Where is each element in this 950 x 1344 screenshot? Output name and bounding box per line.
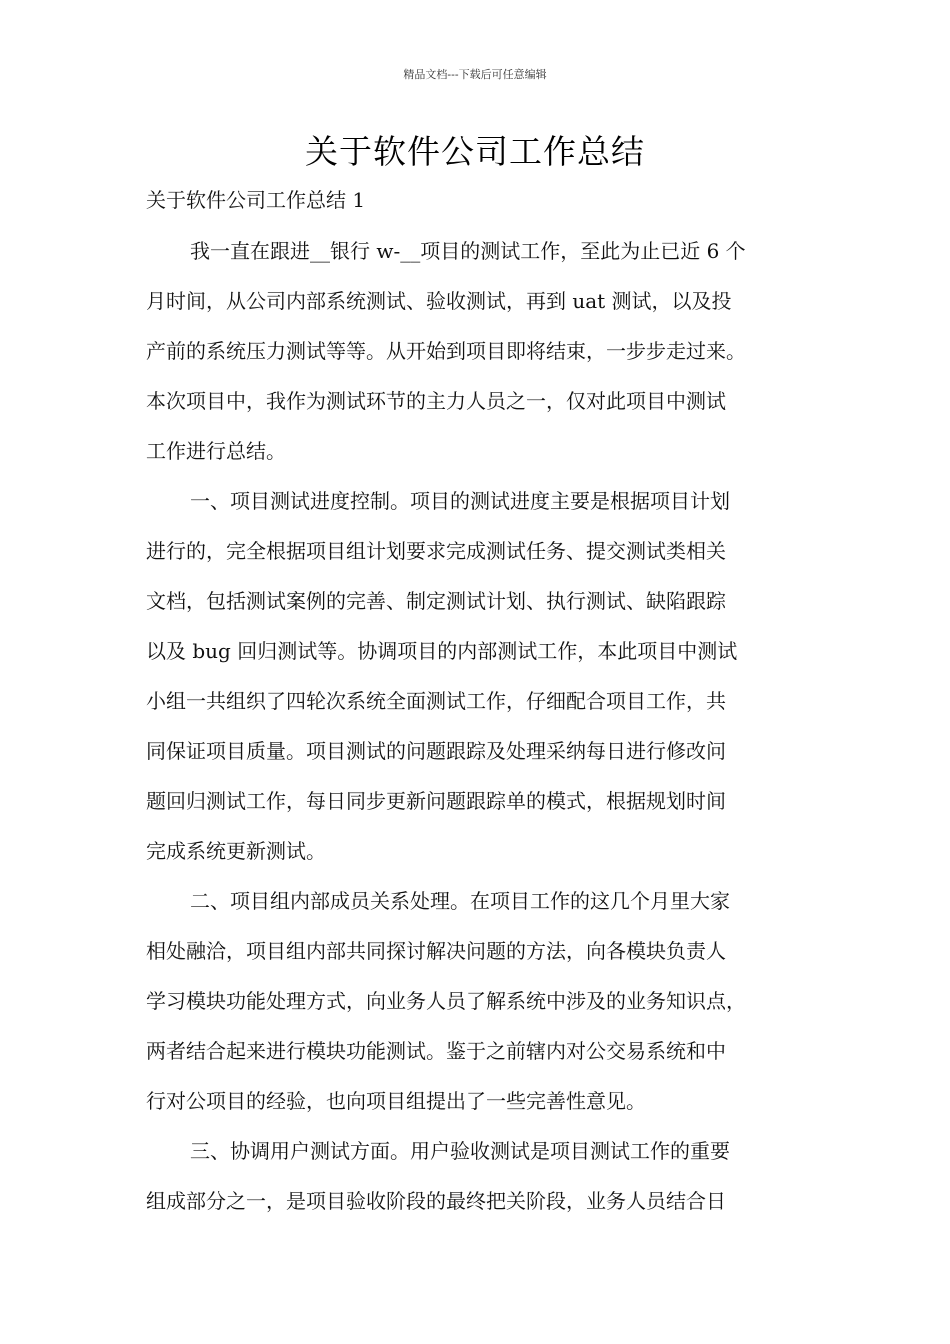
text-line: 我一直在跟进__银行 w-__项目的测试工作，至此为止已近 6 个 <box>190 239 746 263</box>
text-line: 月时间，从公司内部系统测试、验收测试，再到 uat 测试，以及投 <box>146 289 732 313</box>
document-body <box>146 226 816 1226</box>
text-line: 完成系统更新测试。 <box>146 839 326 863</box>
paragraph <box>146 226 816 476</box>
text-line: 同保证项目质量。项目测试的问题跟踪及处理采纳每日进行修改问 <box>146 739 726 763</box>
header-note: 精品文档---下载后可任意编辑 <box>403 68 547 81</box>
text-line: 两者结合起来进行模块功能测试。鉴于之前辖内对公交易系统和中 <box>146 1039 726 1063</box>
text-line: 组成部分之一，是项目验收阶段的最终把关阶段，业务人员结合日 <box>146 1189 726 1213</box>
text-line: 三、协调用户测试方面。用户验收测试是项目测试工作的重要 <box>190 1139 730 1163</box>
text-line: 二、项目组内部成员关系处理。在项目工作的这几个月里大家 <box>190 889 730 913</box>
text-line: 本次项目中，我作为测试环节的主力人员之一，仅对此项目中测试 <box>146 389 726 413</box>
text-line: 产前的系统压力测试等等。从开始到项目即将结束，一步步走过来。 <box>146 339 746 363</box>
text-line: 以及 bug 回归测试等。协调项目的内部测试工作，本此项目中测试 <box>146 639 738 663</box>
text-line: 学习模块功能处理方式，向业务人员了解系统中涉及的业务知识点， <box>146 989 746 1013</box>
text-line: 工作进行总结。 <box>146 439 286 463</box>
text-line: 题回归测试工作，每日同步更新问题跟踪单的模式，根据规划时间 <box>146 789 726 813</box>
text-line: 小组一共组织了四轮次系统全面测试工作，仔细配合项目工作，共 <box>146 689 726 713</box>
text-line: 行对公项目的经验，也向项目组提出了一些完善性意见。 <box>146 1089 646 1113</box>
text-line: 相处融洽，项目组内部共同探讨解决问题的方法，向各模块负责人 <box>146 939 726 963</box>
paragraph <box>146 476 816 876</box>
paragraph <box>146 876 816 1126</box>
document-subtitle: 关于软件公司工作总结 1 <box>146 188 366 212</box>
text-line: 文档，包括测试案例的完善、制定测试计划、执行测试、缺陷跟踪 <box>146 589 726 613</box>
text-line: 一、项目测试进度控制。项目的测试进度主要是根据项目计划 <box>190 489 730 513</box>
text-line: 进行的，完全根据项目组计划要求完成测试任务、提交测试类相关 <box>146 539 726 563</box>
paragraph <box>146 1126 816 1226</box>
document-title: 关于软件公司工作总结 <box>305 132 645 171</box>
